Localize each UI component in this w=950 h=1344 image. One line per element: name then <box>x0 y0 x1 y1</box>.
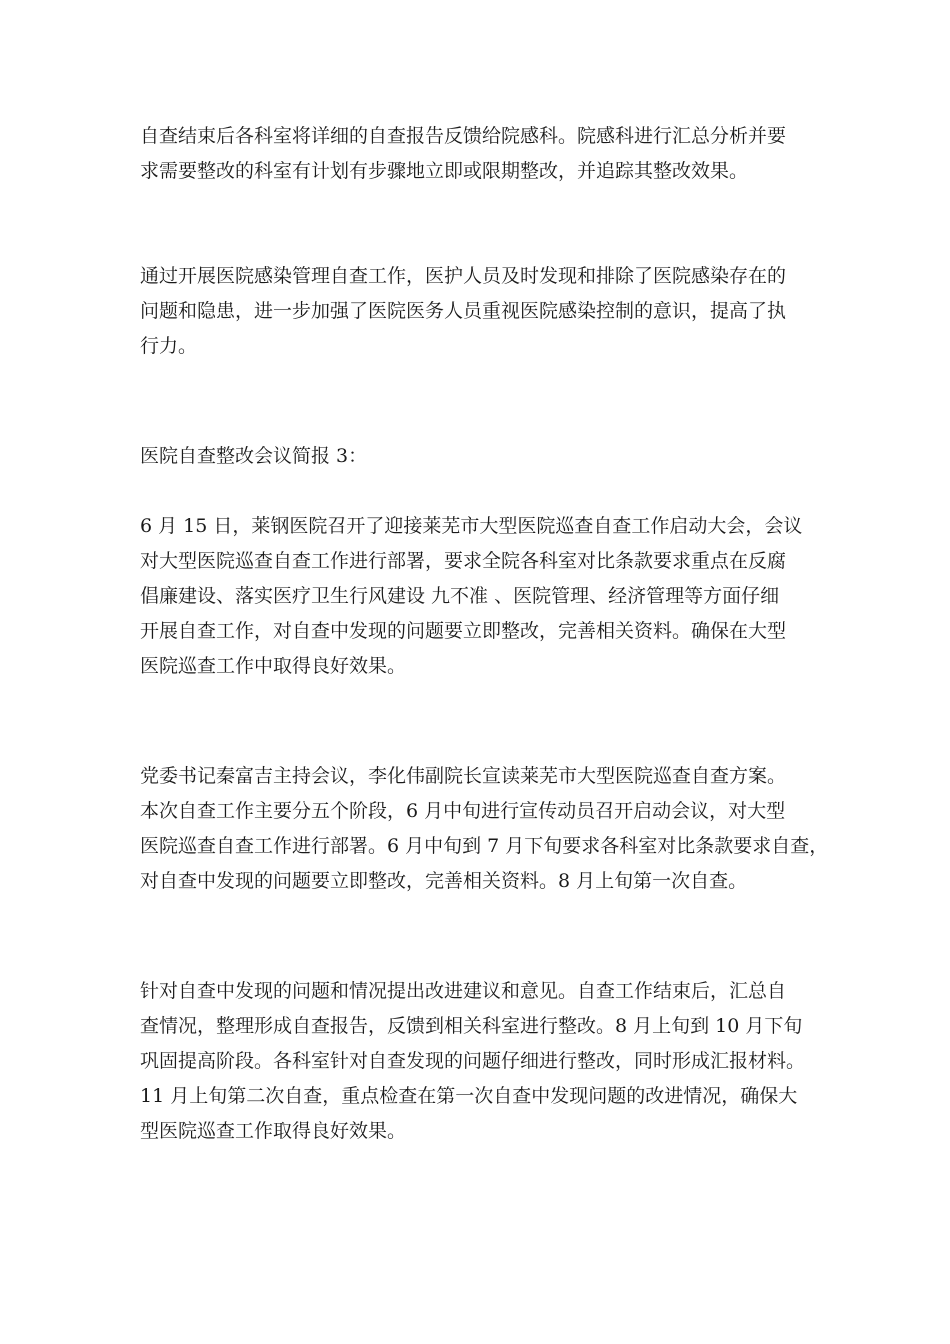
text-line: 通过开展医院感染管理自查工作，医护人员及时发现和排除了医院感染存在的 <box>140 265 787 287</box>
text-line: 自查结束后各科室将详细的自查报告反馈给院感科。院感科进行汇总分析并要 <box>140 125 787 147</box>
text-line: 行力。 <box>140 335 198 357</box>
text-line: 6 月 15 日，莱钢医院召开了迎接莱芜市大型医院巡查自查工作启动大会，会议 <box>140 515 803 537</box>
text-line: 医院自查整改会议简报 3： <box>140 445 368 467</box>
text-line: 求需要整改的科室有计划有步骤地立即或限期整改，并追踪其整改效果。 <box>140 160 749 182</box>
text-line: 11 月上旬第二次自查，重点检查在第一次自查中发现问题的改进情况，确保大 <box>140 1085 798 1107</box>
paragraph-meeting <box>140 509 820 684</box>
text-line: 问题和隐患，进一步加强了医院医务人员重视医院感染控制的意识，提高了执 <box>140 300 787 322</box>
text-line: 本次自查工作主要分五个阶段，6 月中旬进行宣传动员召开启动会议，对大型 <box>140 800 786 822</box>
text-line: 针对自查中发现的问题和情况提出改进建议和意见。自查工作结束后，汇总自 <box>140 980 787 1002</box>
text-line: 查情况，整理形成自查报告，反馈到相关科室进行整改。8 月上旬到 10 月下旬 <box>140 1015 803 1037</box>
paragraph-outcome <box>140 259 820 364</box>
section-heading <box>140 439 820 474</box>
text-line: 倡廉建设、落实医疗卫生行风建设 九不准 、医院管理、经济管理等方面仔细 <box>140 585 780 607</box>
text-line: 巩固提高阶段。各科室针对自查发现的问题仔细进行整改，同时形成汇报材料。 <box>140 1050 806 1072</box>
text-line: 医院巡查自查工作进行部署。6 月中旬到 7 月下旬要求各科室对比条款要求自查， <box>140 835 829 857</box>
text-line: 对大型医院巡查自查工作进行部署，要求全院各科室对比条款要求重点在反腐 <box>140 550 787 572</box>
text-line: 对自查中发现的问题要立即整改，完善相关资料。8 月上旬第一次自查。 <box>140 870 748 892</box>
text-line: 开展自查工作，对自查中发现的问题要立即整改，完善相关资料。确保在大型 <box>140 620 787 642</box>
paragraph-stages <box>140 759 829 899</box>
paragraph-feedback <box>140 119 820 189</box>
text-line: 党委书记秦富吉主持会议，李化伟副院长宣读莱芜市大型医院巡查自查方案。 <box>140 765 787 787</box>
paragraph-improvement <box>140 974 820 1149</box>
text-line: 医院巡查工作中取得良好效果。 <box>140 655 407 677</box>
text-line: 型医院巡查工作取得良好效果。 <box>140 1120 407 1142</box>
